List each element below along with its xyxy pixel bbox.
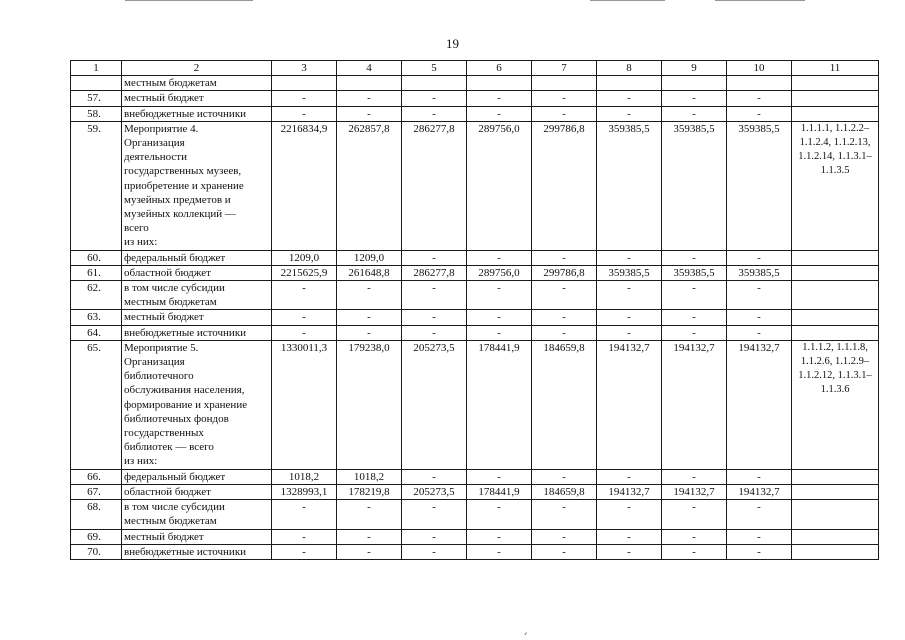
row-title-cell: федеральный бюджет (122, 250, 272, 265)
row-number-cell: 61. (71, 265, 122, 280)
amount-cell: - (272, 500, 337, 529)
row-number-cell: 65. (71, 340, 122, 469)
row-title-cell: федеральный бюджет (122, 469, 272, 484)
indicator-codes-cell (792, 469, 879, 484)
row-number-cell: 66. (71, 469, 122, 484)
row-title-cell: в том числе субсидии местным бюджетам (122, 281, 272, 310)
amount-cell: - (337, 91, 402, 106)
amount-cell: - (337, 544, 402, 559)
amount-cell: 194132,7 (727, 340, 792, 469)
row-number-cell: 69. (71, 529, 122, 544)
row-title-cell: внебюджетные источники (122, 325, 272, 340)
amount-cell: - (597, 500, 662, 529)
stray-scan-mark (525, 632, 530, 637)
amount-cell: - (662, 325, 727, 340)
table-row (71, 310, 879, 325)
amount-cell: 1330011,3 (272, 340, 337, 469)
amount-cell (662, 76, 727, 91)
amount-cell: 1209,0 (337, 250, 402, 265)
amount-cell: - (597, 91, 662, 106)
amount-cell: - (532, 544, 597, 559)
amount-cell: - (337, 529, 402, 544)
amount-cell: - (337, 106, 402, 121)
amount-cell: - (662, 250, 727, 265)
amount-cell: - (727, 544, 792, 559)
amount-cell (532, 76, 597, 91)
amount-cell: 261648,8 (337, 265, 402, 280)
amount-cell: - (402, 544, 467, 559)
amount-cell: 359385,5 (662, 121, 727, 250)
column-number-cell: 6 (467, 61, 532, 76)
amount-cell: - (467, 469, 532, 484)
amount-cell: - (662, 281, 727, 310)
table-row (71, 76, 879, 91)
amount-cell: - (467, 500, 532, 529)
column-number-cell: 4 (337, 61, 402, 76)
table-row (71, 325, 879, 340)
amount-cell (467, 76, 532, 91)
amount-cell: - (727, 500, 792, 529)
amount-cell: - (272, 544, 337, 559)
indicator-codes-cell: 1.1.1.1, 1.1.2.2– 1.1.2.4, 1.1.2.13, 1.1.2.14, 1.1.3.1– 1.1.3.5 (792, 121, 879, 250)
amount-cell (337, 76, 402, 91)
amount-cell: - (532, 250, 597, 265)
top-edge-rule (590, 0, 665, 1)
amount-cell: 299786,8 (532, 265, 597, 280)
amount-cell: 194132,7 (597, 484, 662, 499)
row-number-cell: 57. (71, 91, 122, 106)
amount-cell: 205273,5 (402, 340, 467, 469)
amount-cell: - (597, 281, 662, 310)
amount-cell: - (662, 91, 727, 106)
row-title-cell: местный бюджет (122, 310, 272, 325)
indicator-codes-cell (792, 281, 879, 310)
row-number-cell: 63. (71, 310, 122, 325)
amount-cell: - (467, 281, 532, 310)
column-number-cell: 8 (597, 61, 662, 76)
amount-cell: - (727, 106, 792, 121)
amount-cell: 2215625,9 (272, 265, 337, 280)
amount-cell: - (597, 250, 662, 265)
amount-cell: 1209,0 (272, 250, 337, 265)
indicator-codes-cell (792, 500, 879, 529)
row-number-cell: 67. (71, 484, 122, 499)
amount-cell: - (272, 310, 337, 325)
table-row (71, 529, 879, 544)
amount-cell: 178219,8 (337, 484, 402, 499)
row-title-cell: местным бюджетам (122, 76, 272, 91)
column-number-cell: 7 (532, 61, 597, 76)
amount-cell: - (467, 544, 532, 559)
amount-cell: - (727, 281, 792, 310)
amount-cell: - (337, 310, 402, 325)
amount-cell (727, 76, 792, 91)
amount-cell: 178441,9 (467, 340, 532, 469)
row-number-cell: 60. (71, 250, 122, 265)
column-number-cell: 5 (402, 61, 467, 76)
table-row (71, 106, 879, 121)
amount-cell: 194132,7 (727, 484, 792, 499)
amount-cell: - (597, 325, 662, 340)
amount-cell: 289756,0 (467, 265, 532, 280)
amount-cell: 179238,0 (337, 340, 402, 469)
indicator-codes-cell (792, 76, 879, 91)
amount-cell: - (662, 529, 727, 544)
row-title-cell: Мероприятие 4. Организация деятельности государственных музеев, приобретение и хранение музейных предметов и музейных коллекций — всего из них: (122, 121, 272, 250)
amount-cell: - (272, 91, 337, 106)
amount-cell: - (727, 91, 792, 106)
amount-cell: 194132,7 (597, 340, 662, 469)
table-header-row (71, 61, 879, 76)
amount-cell: 262857,8 (337, 121, 402, 250)
amount-cell: - (402, 106, 467, 121)
amount-cell: - (532, 281, 597, 310)
amount-cell: - (662, 500, 727, 529)
amount-cell: - (662, 544, 727, 559)
amount-cell: - (597, 106, 662, 121)
row-title-cell: в том числе субсидии местным бюджетам (122, 500, 272, 529)
amount-cell: - (532, 91, 597, 106)
amount-cell: - (402, 500, 467, 529)
table-row (71, 91, 879, 106)
row-title-cell: областной бюджет (122, 265, 272, 280)
amount-cell: - (532, 500, 597, 529)
indicator-codes-cell (792, 265, 879, 280)
page-number: 19 (446, 36, 459, 51)
amount-cell: - (597, 544, 662, 559)
amount-cell: - (727, 250, 792, 265)
amount-cell: 205273,5 (402, 484, 467, 499)
amount-cell: - (467, 310, 532, 325)
amount-cell: 184659,8 (532, 484, 597, 499)
table-row (71, 484, 879, 499)
row-title-cell: Мероприятие 5. Организация библиотечного обслуживания населения, формирование и хранение библиотечных фондов государственных библиотек — всего из них: (122, 340, 272, 469)
row-number-cell: 68. (71, 500, 122, 529)
indicator-codes-cell (792, 91, 879, 106)
amount-cell: 1328993,1 (272, 484, 337, 499)
amount-cell: - (727, 325, 792, 340)
amount-cell: 289756,0 (467, 121, 532, 250)
amount-cell: - (532, 469, 597, 484)
indicator-codes-cell (792, 325, 879, 340)
budget-table-body (71, 61, 879, 560)
indicator-codes-cell (792, 484, 879, 499)
amount-cell: - (402, 325, 467, 340)
amount-cell: - (532, 106, 597, 121)
amount-cell: - (402, 310, 467, 325)
column-number-cell: 9 (662, 61, 727, 76)
table-row (71, 469, 879, 484)
amount-cell: - (402, 529, 467, 544)
amount-cell: - (467, 106, 532, 121)
amount-cell: - (337, 325, 402, 340)
amount-cell: - (402, 250, 467, 265)
top-edge-rule (125, 0, 253, 1)
amount-cell: - (467, 91, 532, 106)
row-title-cell: внебюджетные источники (122, 544, 272, 559)
row-number-cell (71, 76, 122, 91)
row-number-cell: 64. (71, 325, 122, 340)
indicator-codes-cell (792, 310, 879, 325)
row-number-cell: 59. (71, 121, 122, 250)
amount-cell (272, 76, 337, 91)
indicator-codes-cell (792, 106, 879, 121)
amount-cell: - (727, 529, 792, 544)
indicator-codes-cell (792, 529, 879, 544)
table-row (71, 544, 879, 559)
amount-cell: - (272, 529, 337, 544)
amount-cell: 299786,8 (532, 121, 597, 250)
table-row (71, 500, 879, 529)
row-title-cell: внебюджетные источники (122, 106, 272, 121)
top-edge-rule (715, 0, 805, 1)
amount-cell: - (337, 281, 402, 310)
row-number-cell: 58. (71, 106, 122, 121)
row-title-cell: областной бюджет (122, 484, 272, 499)
indicator-codes-cell (792, 250, 879, 265)
amount-cell: - (662, 469, 727, 484)
indicator-codes-cell: 1.1.1.2, 1.1.1.8, 1.1.2.6, 1.1.2.9– 1.1.2.12, 1.1.3.1– 1.1.3.6 (792, 340, 879, 469)
amount-cell: - (662, 106, 727, 121)
amount-cell: - (532, 310, 597, 325)
amount-cell: - (272, 106, 337, 121)
table-row (71, 281, 879, 310)
amount-cell (402, 76, 467, 91)
row-number-cell: 70. (71, 544, 122, 559)
column-number-cell: 3 (272, 61, 337, 76)
amount-cell: - (402, 469, 467, 484)
amount-cell: - (532, 529, 597, 544)
amount-cell: - (467, 250, 532, 265)
indicator-codes-cell (792, 544, 879, 559)
amount-cell: - (402, 91, 467, 106)
amount-cell: 178441,9 (467, 484, 532, 499)
amount-cell (597, 76, 662, 91)
row-title-cell: местный бюджет (122, 91, 272, 106)
amount-cell: 359385,5 (597, 121, 662, 250)
column-number-cell: 2 (122, 61, 272, 76)
amount-cell: 194132,7 (662, 484, 727, 499)
table-row (71, 121, 879, 250)
amount-cell: - (402, 281, 467, 310)
amount-cell: 359385,5 (727, 265, 792, 280)
amount-cell: 194132,7 (662, 340, 727, 469)
column-number-cell: 11 (792, 61, 879, 76)
column-number-cell: 1 (71, 61, 122, 76)
amount-cell: - (532, 325, 597, 340)
amount-cell: - (272, 281, 337, 310)
table-row (71, 340, 879, 469)
amount-cell: - (662, 310, 727, 325)
row-number-cell: 62. (71, 281, 122, 310)
budget-table (70, 60, 879, 560)
amount-cell: 1018,2 (272, 469, 337, 484)
table-row (71, 250, 879, 265)
amount-cell: 286277,8 (402, 265, 467, 280)
amount-cell: 2216834,9 (272, 121, 337, 250)
amount-cell: - (467, 529, 532, 544)
amount-cell: - (727, 310, 792, 325)
amount-cell: 1018,2 (337, 469, 402, 484)
column-number-cell: 10 (727, 61, 792, 76)
amount-cell: - (467, 325, 532, 340)
amount-cell: - (727, 469, 792, 484)
amount-cell: - (337, 500, 402, 529)
amount-cell: - (272, 325, 337, 340)
row-title-cell: местный бюджет (122, 529, 272, 544)
amount-cell: 359385,5 (597, 265, 662, 280)
amount-cell: - (597, 469, 662, 484)
amount-cell: 359385,5 (727, 121, 792, 250)
amount-cell: - (597, 310, 662, 325)
table-row (71, 265, 879, 280)
amount-cell: 286277,8 (402, 121, 467, 250)
amount-cell: 359385,5 (662, 265, 727, 280)
amount-cell: - (597, 529, 662, 544)
amount-cell: 184659,8 (532, 340, 597, 469)
